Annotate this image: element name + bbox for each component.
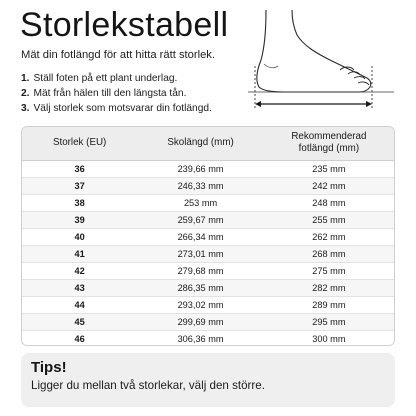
page-title: Storlekstabell <box>20 6 229 44</box>
table-row <box>22 330 394 346</box>
ankle-detail <box>264 64 278 68</box>
table-header-row <box>22 127 394 160</box>
cell-size: 38 <box>22 194 137 211</box>
arrowhead-right <box>366 101 372 107</box>
cell-size: 41 <box>22 245 137 262</box>
cell-size: 40 <box>22 228 137 245</box>
step-number: 1. <box>21 73 30 84</box>
cell-insole-length: 279,68 mm <box>137 262 263 279</box>
foot-outline <box>257 10 371 92</box>
cell-foot-length: 282 mm <box>264 279 394 296</box>
header-recommended-line2: fotlängd (mm) <box>298 143 360 155</box>
cell-insole-length: 246,33 mm <box>137 177 263 194</box>
cell-insole-length: 259,67 mm <box>137 211 263 228</box>
instruction-step <box>21 71 212 86</box>
cell-foot-length: 255 mm <box>264 211 394 228</box>
cell-foot-length: 242 mm <box>264 177 394 194</box>
toe-outline <box>354 77 365 79</box>
table-row <box>22 211 394 228</box>
header-recommended-line1: Rekommenderad <box>291 131 367 143</box>
step-number: 3. <box>21 103 30 115</box>
foot-measurement-icon <box>244 8 404 112</box>
tips-title: Tips! <box>31 359 67 376</box>
cell-foot-length: 295 mm <box>264 313 394 330</box>
table-row <box>22 160 394 177</box>
step-text: Mät från hälen till den längsta tån. <box>33 88 187 100</box>
header-size: Storlek (EU) <box>22 127 137 160</box>
cell-insole-length: 273,01 mm <box>137 245 263 262</box>
cell-insole-length: 306,36 mm <box>177 333 224 344</box>
cell-insole-length: 239,66 mm <box>137 160 263 177</box>
instruction-list <box>21 71 212 117</box>
table-row <box>22 177 394 194</box>
cell-foot-length: 300 mm <box>312 333 346 344</box>
page-subtitle: Mät din fotlängd för att hitta rätt storlek. <box>21 49 216 61</box>
table-row <box>22 245 394 262</box>
cell-size: 37 <box>22 177 137 194</box>
cell-foot-length: 248 mm <box>264 194 394 211</box>
cell-size: 39 <box>22 211 137 228</box>
arrowhead-left <box>255 101 261 107</box>
cell-insole-length: 266,34 mm <box>137 228 263 245</box>
table-row <box>22 194 394 211</box>
table-row <box>22 296 394 313</box>
cell-size: 42 <box>22 262 137 279</box>
cell-foot-length: 289 mm <box>264 296 394 313</box>
cell-size: 46 <box>74 333 85 344</box>
cell-size: 45 <box>22 313 137 330</box>
instruction-step <box>21 86 212 101</box>
instruction-step <box>21 101 212 116</box>
header-recommended-foot-length <box>264 127 394 160</box>
table-row <box>22 228 394 245</box>
table-row <box>22 279 394 296</box>
size-table <box>21 126 395 346</box>
table-row <box>22 262 394 279</box>
toe-outline <box>348 72 360 75</box>
cell-insole-length: 299,69 mm <box>137 313 263 330</box>
cell-insole-length: 253 mm <box>137 194 263 211</box>
cell-foot-length: 235 mm <box>264 160 394 177</box>
step-text: Välj storlek som motsvarar din fotlängd. <box>33 103 212 115</box>
cell-foot-length: 275 mm <box>264 262 394 279</box>
table-row <box>22 313 394 330</box>
cell-size: 36 <box>22 160 137 177</box>
cell-foot-length: 268 mm <box>264 245 394 262</box>
tips-box <box>21 353 395 407</box>
cell-size: 44 <box>22 296 137 313</box>
step-text: Ställ foten på ett plant underlag. <box>33 73 178 84</box>
step-number: 2. <box>21 88 30 100</box>
cell-foot-length: 262 mm <box>264 228 394 245</box>
header-insole-length: Skolängd (mm) <box>137 127 263 160</box>
cell-size: 43 <box>22 279 137 296</box>
cell-insole-length: 286,35 mm <box>137 279 263 296</box>
tips-text: Ligger du mellan två storlekar, välj den större. <box>31 379 265 392</box>
cell-insole-length: 293,02 mm <box>137 296 263 313</box>
toe-outline <box>358 82 369 85</box>
